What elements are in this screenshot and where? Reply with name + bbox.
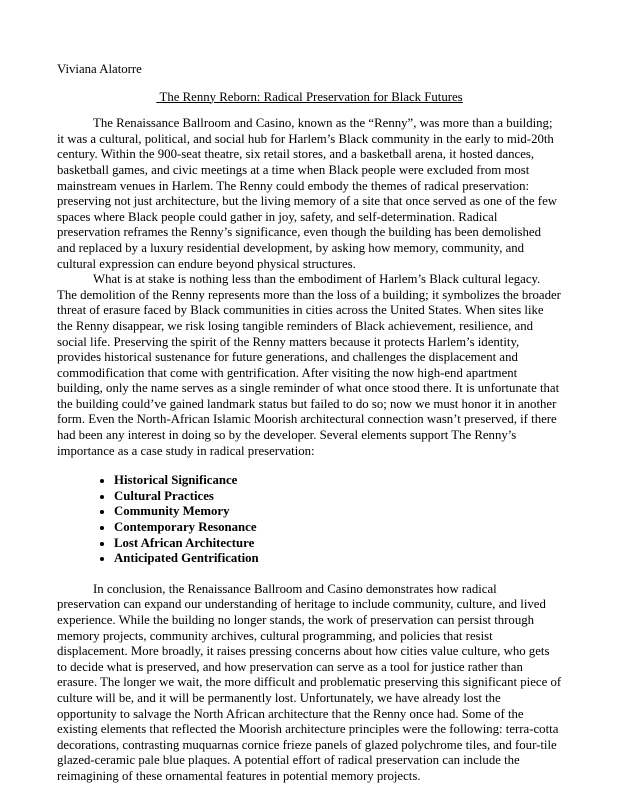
list-item-anticipated-gentrification: • Anticipated Gentrification	[114, 551, 562, 567]
list-item-cultural-practices: • Cultural Practices	[114, 489, 562, 505]
paragraph-conclusion: In conclusion, the Renaissance Ballroom and Casino demonstrates how radical preservation can expand our understanding of heritage to include community, culture, and lived experience. While the building no longer stands, the work of preservation can persist through memory projects, community archives, cultural programming, and policies that resist displacement. More broadly, it raises pressing concerns about how cities value culture, who gets to decide what is preserved, and how preservation can serve as a tool for justice rather than erasure. The longer we wait, the more difficult and problematic preserving this significant piece of culture will be, and it will be permanently lost. Unfortunately, we have already lost the opportunity to salvage the North African architecture that the Renny once had. Some of the existing elements that reflected the Moorish architecture principles were the following: terra-cotta decorations, contrasting muquarnas cornice frieze panels of glazed polychrome tiles, and four-tile glazed-ceramic pale blue plaques. A potential effort of radical preservation can include the reimagining of these ornamental features in potential memory projects.	[57, 581, 562, 783]
document-title-text: The Renny Reborn: Radical Preservation for Black Futures	[156, 89, 463, 104]
list-item-community-memory: • Community Memory	[114, 504, 562, 520]
document-title	[57, 90, 562, 106]
list-item-lost-african-architecture: • Lost African Architecture	[114, 536, 562, 552]
elements-bullet-list	[57, 473, 562, 567]
list-item-contemporary-resonance: • Contemporary Resonance	[114, 520, 562, 536]
paragraph-stakes: What is at stake is nothing less than the embodiment of Harlem’s Black cultural legacy. The demolition of the Renny represents more than the loss of a building; it symbolizes the broader threat of erasure faced by Black communities in cities across the United States. When sites like the Renny disappear, we risk losing tangible reminders of Black achievement, resilience, and social life. Preserving the spirit of the Renny matters because it protects Harlem’s identity, provides historical sustenance for future generations, and challenges the displacement and commodification that come with gentrification. After visiting the now high-end apartment building, only the name serves as a single reminder of what once stood there. It is unfortunate that the building could’ve gained landmark status but failed to do so; now we must honor it in another form. Even the North-African Islamic Moorish architectural connection wasn’t preserved, if there had been any interest in doing so by the developer. Several elements support The Renny’s importance as a case study in radical preservation:	[57, 272, 561, 458]
author-name: Viviana Alatorre	[57, 62, 142, 76]
paragraph-intro: The Renaissance Ballroom and Casino, known as the “Renny”, was more than a building; it was a cultural, political, and social hub for Harlem’s Black community in the early to mid-20th century. Within the 900-seat theatre, six retail stores, and a basketball arena, it hosted dances, basketball games, and civic meetings at a time when Black people were excluded from most mainstream venues in Harlem. The Renny could embody the themes of radical preservation: preserving not just architecture, but the living memory of a site that once served as one of the few spaces where Black people could gather in joy, safety, and self-determination. Radical preservation reframes the Renny’s significance, even though the building has been demolished and replaced by a luxury residential development, by asking how memory, community, and cultural expression can endure beyond physical structures.	[57, 116, 557, 271]
list-item-historical-significance: • Historical Significance	[114, 473, 562, 489]
